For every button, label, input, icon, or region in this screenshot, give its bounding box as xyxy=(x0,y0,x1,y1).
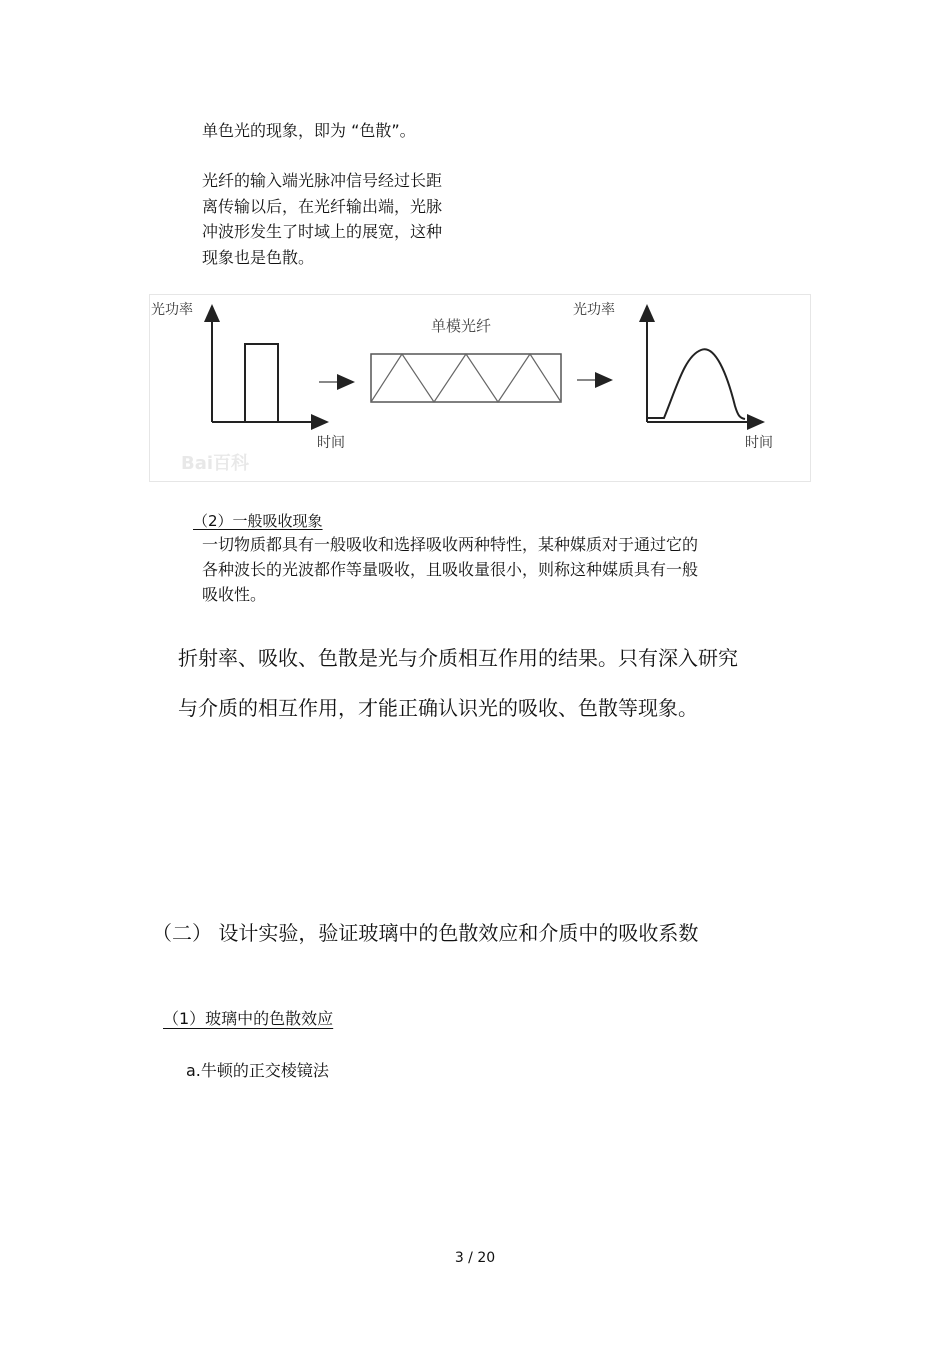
section-title: （二） 设计实验，验证玻璃中的色散效应和介质中的吸收系数 xyxy=(152,921,699,945)
paragraph-fiber-dispersion xyxy=(202,168,442,270)
fiber-dispersion-figure xyxy=(149,294,811,482)
fiber-zigzag xyxy=(371,354,561,402)
paragraph-general-absorption xyxy=(202,532,698,607)
summary-line-2: 与介质的相互作用，才能正确认识光的吸收、色散等现象。 xyxy=(178,696,698,720)
paragraph-line: 光纤的输入端光脉冲信号经过长距 xyxy=(202,171,443,190)
method-item: a.牛顿的正交棱镜法 xyxy=(186,1061,329,1080)
heading-general-absorption: （2）一般吸收现象 xyxy=(193,512,323,530)
fiber-label: 单模光纤 xyxy=(431,317,492,335)
paragraph-dispersion-definition: 单色光的现象，即为 “色散”。 xyxy=(202,121,416,140)
fiber-box xyxy=(371,354,561,402)
summary-line-1: 折射率、吸收、色散是光与介质相互作用的结果。只有深入研究 xyxy=(178,646,738,670)
page-number: 3 / 20 xyxy=(454,1250,496,1266)
right-xlabel: 时间 xyxy=(745,435,773,451)
fiber-dispersion-diagram xyxy=(149,294,811,482)
paragraph-line: 冲波形发生了时域上的展宽，这种 xyxy=(202,222,443,241)
right-ylabel: 光功率 xyxy=(573,302,615,318)
paragraph-line: 吸收性。 xyxy=(202,585,267,604)
paragraph-line: 离传输以后，在光纤输出端，光脉 xyxy=(202,196,443,216)
watermark-logo: Bai百科 xyxy=(181,453,250,474)
left-ylabel: 光功率 xyxy=(151,302,193,318)
paragraph-line: 一切物质都具有一般吸收和选择吸收两种特性，某种媒质对于通过它的 xyxy=(202,535,699,554)
subheading-glass-dispersion: （1）玻璃中的色散效应 xyxy=(163,1009,334,1028)
left-xlabel: 时间 xyxy=(317,435,345,451)
output-broadened-pulse xyxy=(647,349,745,419)
paragraph-line: 现象也是色散。 xyxy=(202,247,315,267)
paragraph-line: 各种波长的光波都作等量吸收，且吸收量很小，则称这种媒质具有一般 xyxy=(202,560,699,579)
input-rect-pulse xyxy=(245,344,278,422)
